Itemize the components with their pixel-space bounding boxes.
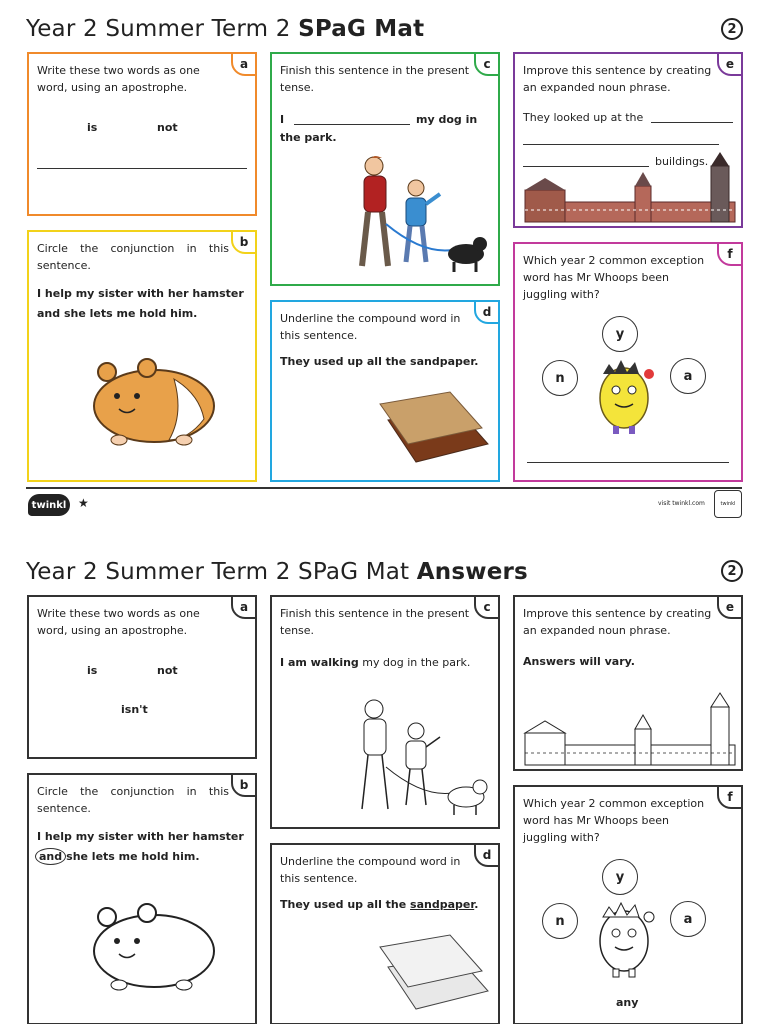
- walking-dog-image: [342, 154, 492, 276]
- answer-post: my dog in the park.: [358, 656, 471, 669]
- sentence-line-1: I help my sister with her hamster: [37, 287, 244, 300]
- answer-card-a: [27, 595, 257, 759]
- answer-pre: I: [280, 656, 288, 669]
- letter-bubble-left: n: [542, 903, 578, 939]
- card-letter: d: [474, 843, 500, 867]
- underlined-word: sandpaper: [410, 898, 475, 911]
- question-text: Underline the compound word in this sentence.: [280, 312, 461, 342]
- sentence-post: .: [474, 898, 479, 911]
- word-is: is: [87, 121, 98, 134]
- answer-card-b: [27, 773, 257, 1024]
- card-letter: e: [717, 52, 743, 76]
- quality-badge: twinkl: [714, 490, 742, 518]
- question-text: Circle the conjunction in this sentence.: [37, 785, 229, 815]
- page-number: 2: [721, 560, 743, 582]
- card-e: [513, 52, 743, 228]
- card-c: [270, 52, 500, 286]
- letter-bubble-top: y: [602, 859, 638, 895]
- card-letter: b: [231, 230, 257, 254]
- letter-bubble-left: n: [542, 360, 578, 396]
- card-letter: a: [231, 595, 257, 619]
- word-is: is: [87, 664, 98, 677]
- question-text: Improve this sentence by creating an expanded noun phrase.: [523, 607, 712, 637]
- title-bold: Answers: [416, 559, 528, 585]
- twinkl-logo: twinkl: [28, 494, 70, 516]
- card-d: [270, 300, 500, 482]
- card-letter: c: [474, 52, 500, 76]
- sentence-end: my dog in: [416, 113, 478, 126]
- answer-sentence: [280, 895, 478, 914]
- answer-line[interactable]: [37, 168, 247, 169]
- buildings-outline-image: [521, 689, 739, 769]
- word-not: not: [157, 121, 178, 134]
- answer-card-f: [513, 785, 743, 1024]
- question-text: Underline the compound word in this sentence.: [280, 855, 461, 885]
- hamster-image: [89, 354, 219, 454]
- answer-text: Answers will vary.: [523, 655, 635, 668]
- buildings-image: [521, 150, 739, 226]
- word-not: not: [157, 664, 178, 677]
- sentence-line-1: I help my sister with her hamster: [37, 830, 244, 843]
- walking-dog-outline-image: [342, 697, 492, 819]
- hamster-outline-image: [89, 899, 219, 999]
- title-plain: Year 2 Summer Term 2 SPaG Mat: [26, 559, 417, 585]
- sentence-start: I: [280, 113, 285, 126]
- question-text: Finish this sentence in the present tense.: [280, 64, 470, 94]
- letter-bubble-right: a: [670, 901, 706, 937]
- sentence-start: They looked up at the: [523, 111, 644, 124]
- mr-whoops-image: [589, 356, 659, 438]
- card-letter: f: [717, 242, 743, 266]
- card-letter: a: [231, 52, 257, 76]
- title-bold: SPaG Mat: [298, 16, 425, 42]
- letter-bubble-top: y: [602, 316, 638, 352]
- question-text: Improve this sentence by creating an expanded noun phrase.: [523, 64, 712, 94]
- answer-card-e: [513, 595, 743, 771]
- question-text: Finish this sentence in the present tense.: [280, 607, 470, 637]
- footer-rule: [26, 487, 742, 489]
- question-text: Write these two words as one word, using an apostrophe.: [37, 607, 200, 637]
- sentence-line-2: and she lets me hold him.: [37, 307, 198, 320]
- answer-text: any: [616, 996, 639, 1009]
- question-text: Write these two words as one word, using an apostrophe.: [37, 64, 200, 94]
- answer-text: isn't: [121, 703, 148, 716]
- sentence-end: buildings.: [655, 155, 709, 168]
- answer-card-c: [270, 595, 500, 829]
- answer-line[interactable]: [294, 124, 410, 125]
- answers-title: [26, 559, 528, 585]
- sentence-line-2: [35, 847, 200, 866]
- sandpaper-outline-image: [358, 921, 498, 1013]
- question-text: Which year 2 common exception word has Mr Whoops been juggling with?: [523, 254, 705, 301]
- title-plain: Year 2 Summer Term 2: [26, 16, 299, 42]
- answer-sentence: [280, 653, 470, 672]
- card-letter: c: [474, 595, 500, 619]
- card-letter: e: [717, 595, 743, 619]
- question-text: Circle the conjunction in this sentence.: [37, 242, 229, 272]
- answer-card-d: [270, 843, 500, 1024]
- sandpaper-image: [358, 378, 498, 470]
- star-icon: ★: [78, 496, 89, 510]
- answer-verb: am walking: [287, 656, 359, 669]
- card-f: [513, 242, 743, 482]
- card-letter: b: [231, 773, 257, 797]
- card-a: [27, 52, 257, 216]
- sentence: They used up all the sandpaper.: [280, 355, 479, 368]
- sentence-pre: They used up all the: [280, 898, 411, 911]
- answer-line-2[interactable]: [523, 144, 719, 145]
- sentence-rest: she lets me hold him.: [66, 850, 200, 863]
- card-b: [27, 230, 257, 482]
- card-letter: d: [474, 300, 500, 324]
- answer-line-1[interactable]: [651, 122, 733, 123]
- card-letter: f: [717, 785, 743, 809]
- question-text: Which year 2 common exception word has Mr Whoops been juggling with?: [523, 797, 705, 844]
- page-title: [26, 16, 424, 42]
- answer-line[interactable]: [527, 462, 729, 463]
- sentence-line-2: the park.: [280, 131, 337, 144]
- circled-conjunction: and: [35, 848, 66, 865]
- mr-whoops-outline-image: [589, 899, 659, 981]
- page-number: 2: [721, 18, 743, 40]
- visit-link[interactable]: visit twinkl.com: [658, 500, 705, 507]
- letter-bubble-right: a: [670, 358, 706, 394]
